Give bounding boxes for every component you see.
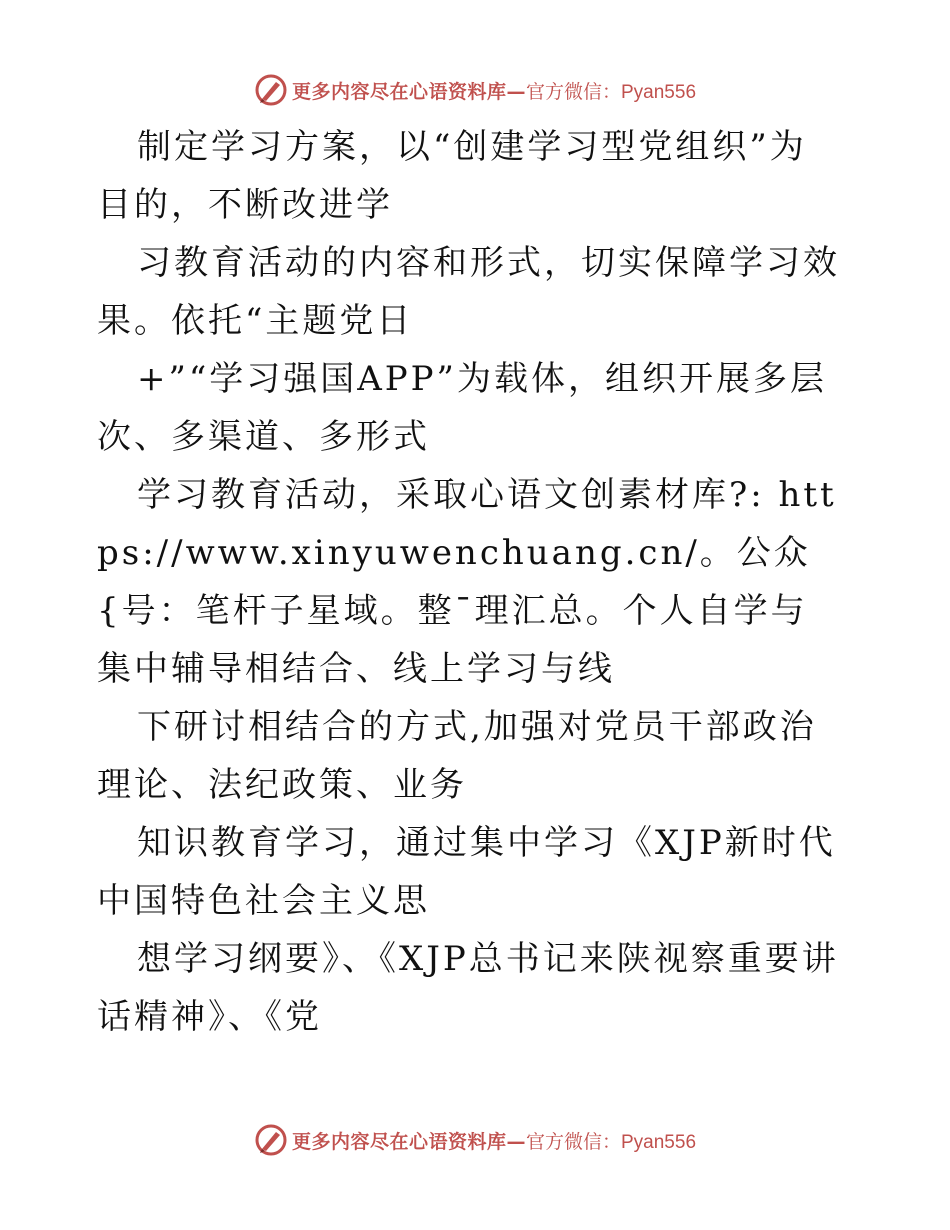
footer-slogan: 更多内容尽在心语资料库— (291, 1130, 526, 1153)
footer-contact: 官方微信：Pyan556 (526, 1131, 697, 1153)
paragraph: 想学习纲要》、《XJP总书记来陕视察重要讲话精神》、《党 (97, 939, 839, 1037)
paragraph: 习教育活动的内容和形式，切实保障学习效果。依托“主题党日 (97, 243, 840, 341)
footer-banner (0, 1120, 950, 1160)
header-contact: 官方微信：Pyan556 (526, 81, 697, 103)
paragraph: 下研讨相结合的方式,加强对党员干部政治理论、法纪政策、业务 (97, 707, 817, 805)
document-body (97, 118, 842, 1046)
paragraph: 知识教育学习，通过集中学习《XJP新时代中国特色社会主义思 (97, 823, 836, 921)
pen-circle-icon (254, 73, 288, 107)
pen-circle-icon (254, 1123, 288, 1157)
header-banner (0, 70, 950, 110)
paragraph: 制定学习方案，以“创建学习型党组织”为目的，不断改进学 (97, 127, 807, 225)
paragraph: +”“学习强国APP”为载体，组织开展多层次、多渠道、多形式 (97, 359, 827, 457)
header-slogan: 更多内容尽在心语资料库— (291, 80, 526, 103)
paragraph: 学习教育活动，采取心语文创素材库?: https://www.xinyuwenchuang.cn/。公众{号：笔杆子星域。整¯理汇总。个人自学与集中辅导相结合、线上学习与线 (97, 475, 837, 689)
